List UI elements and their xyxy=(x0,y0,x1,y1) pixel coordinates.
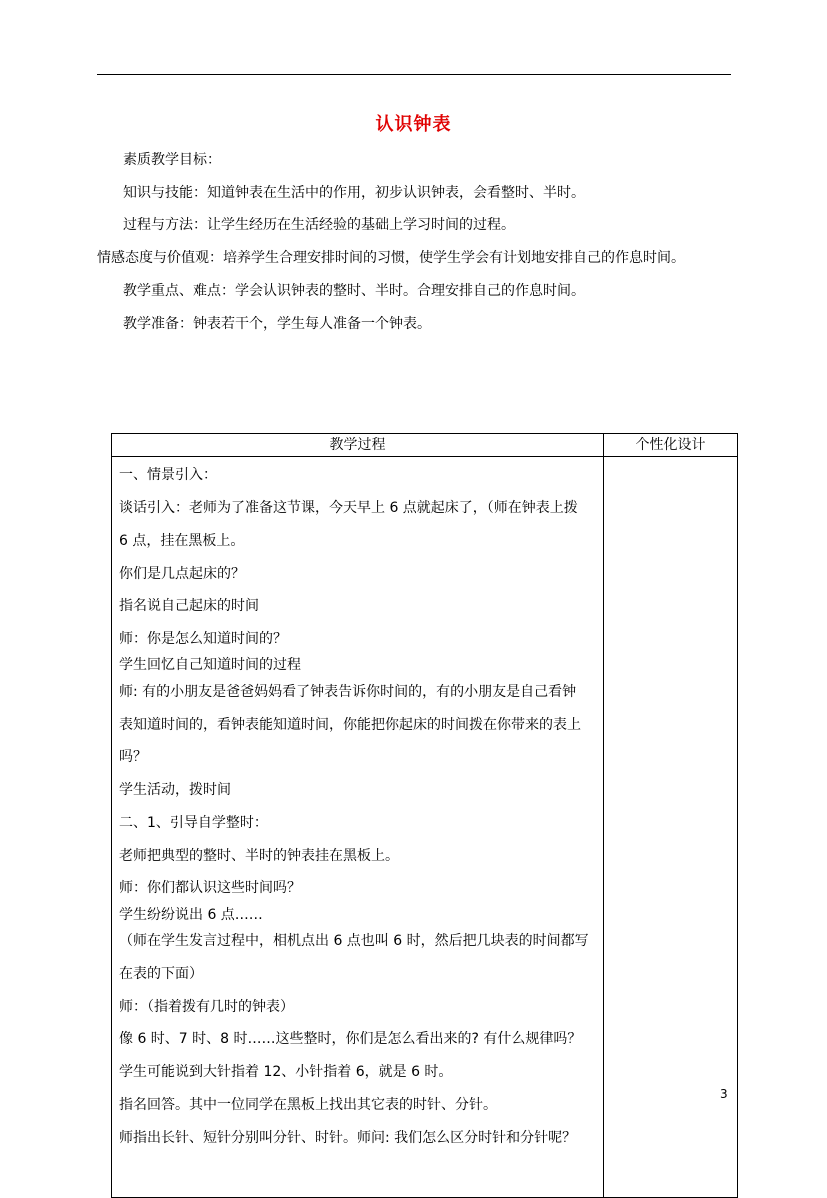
intro-objectives-heading: 素质教学目标： xyxy=(123,152,221,168)
table-header-row xyxy=(112,434,738,457)
process-line: 像 6 时、7 时、8 时……这些整时，你们是怎么看出来的? 有什么规律吗？ xyxy=(119,1031,582,1047)
process-line: 一、情景引入： xyxy=(119,467,217,483)
process-line: 师：（指着拨有几时的钟表） xyxy=(119,999,294,1015)
header-teaching-process: 教学过程 xyxy=(112,434,604,457)
process-line: 吗？ xyxy=(119,749,147,765)
process-line: 谈话引入：老师为了准备这节课，今天早上 6 点就起床了，（师在钟表上拨 xyxy=(119,500,578,516)
process-line: （师在学生发言过程中，相机点出 6 点也叫 6 时，然后把几块表的时间都写 xyxy=(119,933,589,949)
process-line: 在表的下面） xyxy=(119,966,203,982)
personalized-design-cell xyxy=(604,457,738,1198)
header-personalized-design: 个性化设计 xyxy=(604,434,738,457)
process-line: 师指出长针、短针分别叫分针、时针。师问: 我们怎么区分时针和分针呢？ xyxy=(119,1130,577,1146)
intro-process-methods: 过程与方法：让学生经历在生活经验的基础上学习时间的过程。 xyxy=(123,217,515,233)
process-line: 学生活动，拨时间 xyxy=(119,782,231,798)
process-line: 师：你是怎么知道时间的？ xyxy=(119,631,287,647)
header-rule xyxy=(97,74,731,75)
process-line: 学生纷纷说出 6 点…… xyxy=(119,907,263,923)
process-line: 学生回忆自己知道时间的过程 xyxy=(119,657,301,673)
process-line: 指名说自己起床的时间 xyxy=(119,598,259,614)
intro-attitude-values: 情感态度与价值观：培养学生合理安排时间的习惯，使学生学会有计划地安排自己的作息时间。 xyxy=(97,250,685,266)
process-line: 二、1、引导自学整时： xyxy=(119,815,268,831)
process-line: 学生可能说到大针指着 12、小针指着 6，就是 6 时。 xyxy=(119,1064,453,1080)
teaching-process-table xyxy=(111,433,738,1198)
table-row xyxy=(112,457,738,1198)
process-line: 表知道时间的，看钟表能知道时间，你能把你起床的时间拨在你带来的表上 xyxy=(119,717,581,733)
process-line: 你们是几点起床的？ xyxy=(119,566,245,582)
process-line: 老师把典型的整时、半时的钟表挂在黑板上。 xyxy=(119,848,399,864)
process-line: 师：你们都认识这些时间吗？ xyxy=(119,880,301,896)
teaching-process-cell xyxy=(112,457,604,1198)
page-title: 认识钟表 xyxy=(375,114,452,135)
intro-key-points: 教学重点、难点：学会认识钟表的整时、半时。合理安排自己的作息时间。 xyxy=(123,283,585,299)
process-line: 指名回答。其中一位同学在黑板上找出其它表的时针、分针。 xyxy=(119,1097,497,1113)
page-number: 3 xyxy=(720,1087,728,1101)
process-line: 师: 有的小朋友是爸爸妈妈看了钟表告诉你时间的，有的小朋友是自己看钟 xyxy=(119,684,577,700)
process-line: 6 点，挂在黑板上。 xyxy=(119,533,245,549)
intro-preparation: 教学准备：钟表若干个，学生每人准备一个钟表。 xyxy=(123,316,431,332)
intro-knowledge-skills: 知识与技能：知道钟表在生活中的作用，初步认识钟表，会看整时、半时。 xyxy=(123,185,585,201)
